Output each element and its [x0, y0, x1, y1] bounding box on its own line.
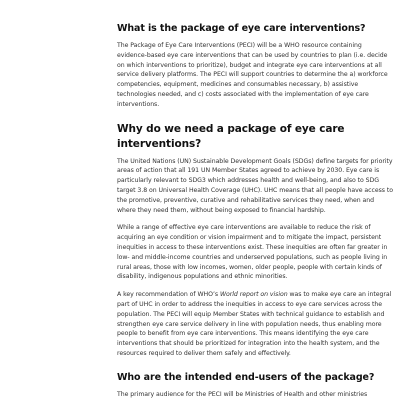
section-heading-what-is-peci: What is the package of eye care interventions?	[117, 23, 366, 34]
paragraph-peci-definition: The Package of Eye Care Interventions (PECI) will be a WHO resource containing evidence-based eye care interventions that can be used by countries to plan (i.e. decide on which interventions to prioritize), budget and integrate eye care interventions at all service delivery platforms. The PECI will support countries to determine the a) workforce competencies, equipment, medicines and consumables necessary, b) assistive technologies needed, and c) costs associated with the implementation of eye care interventions.	[117, 42, 388, 108]
document-content	[117, 22, 393, 400]
paragraph-sdg-uhc: The United Nations (UN) Sustainable Development Goals (SDGs) define targets for priority areas of action that all 191 UN Member States agreed to achieve by 2030. Eye care is particularly relevant to SDG3 which addresses health and well-being, and also to SDG target 3.8 on Universal Health Coverage (UHC). UHC means that all people have access to the promotive, preventive, curative and rehabilitative services they need, when and where they need them, without being exposed to financial hardship.	[117, 157, 394, 214]
section-heading-intended-end-users: Who are the intended end-users of the package?	[117, 371, 375, 383]
section-heading-why-need-peci: Why do we need a package of eye care interventions?	[117, 122, 345, 150]
report-title-italic: World report on vision	[219, 291, 288, 299]
paragraph-text-after: was to make eye care an integral part of UHC in order to address the inequities in access to eye care services across the population. The PECI will equip Member States with technical guidance to establish and strengthen eye care service delivery in line with population needs, thus enabling more people to benefit from eye care interventions. This means identifying the eye care interventions that should be prioritized for integration into the health system, and the resources required to deliver them safely and effectively.	[117, 291, 392, 357]
paragraph-inequities: While a range of effective eye care interventions are available to reduce the risk of acquiring an eye condition or vision impairment and to mitigate the impact, persistent inequities in access to these interventions exist. These inequities are often far greater in low- and middle-income countries and underserved populations, such as people living in rural areas, those with low incomes, women, older people, people with certain kinds of disability, indigenous populations and ethnic minorities.	[117, 224, 388, 281]
paragraph-text-before: A key recommendation of WHO’s	[117, 291, 220, 299]
paragraph-primary-audience: The primary audience for the PECI will be Ministries of Health and other ministries	[117, 390, 368, 398]
paragraph-world-report-recommendation	[117, 290, 393, 359]
